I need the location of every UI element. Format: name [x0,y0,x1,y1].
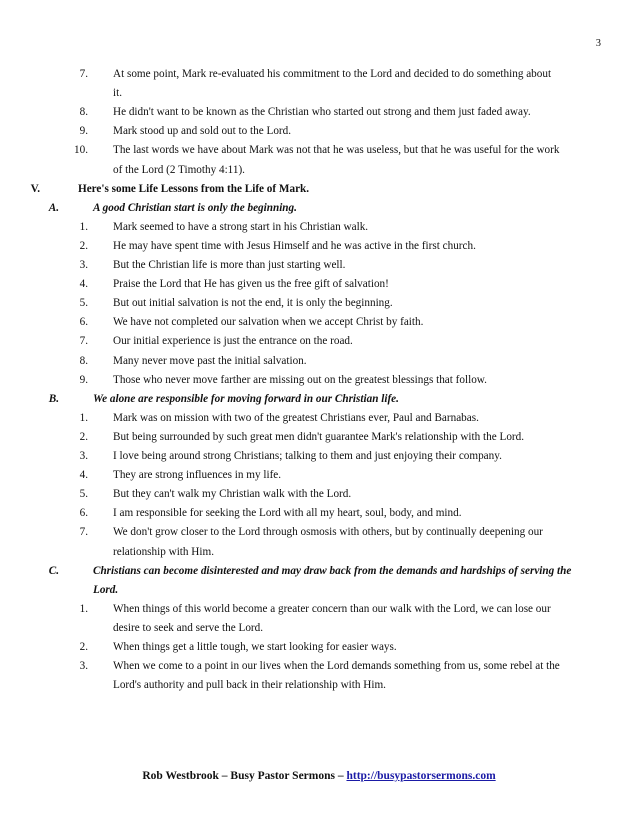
item-text: We alone are responsible for moving forward in our Christian life. [93,392,399,405]
item-text: But out initial salvation is not the end, it is only the beginning. [113,297,393,310]
item-number: 2. [79,641,88,653]
item-number: 1. [79,602,88,615]
item-text: At some point, Mark re-evaluated his commitment to the Lord and decided to do something about [113,68,552,80]
item-text: Here's some Life Lessons from the Life of Mark. [78,182,310,195]
item-text: When we come to a point in our lives when the Lord demands something from us, some rebel at the [113,660,560,673]
item-text: When things get a little tough, we start looking for easier ways. [113,641,397,653]
item-number: 2. [79,239,88,252]
item-text: We don't grow closer to the Lord through osmosis with others, but by continually deepening our [113,526,543,539]
item-text: But being surrounded by such great men didn't guarantee Mark's relationship with the Lord. [113,430,525,443]
item-number: 1. [79,411,88,424]
footer [0,770,638,782]
item-text: Praise the Lord that He has given us the free gift of salvation! [113,278,389,291]
item-number: A. [48,201,59,214]
item-text: I love being around strong Christians; talking to them and just enjoying their company. [113,450,502,462]
item-text: He didn't want to be known as the Christian who started out strong and them just faded away. [113,106,531,119]
footer-credit: Rob Westbrook – Busy Pastor Sermons – [142,770,347,782]
page-number: 3 [595,38,601,49]
item-text: But they can't walk my Christian walk with the Lord. [113,488,352,501]
item-number: 10. [74,144,88,157]
item-text: Our initial experience is just the entrance on the road. [113,335,353,348]
item-text: desire to seek and serve the Lord. [113,621,264,634]
item-number: 4. [79,278,88,291]
item-number: 1. [79,220,88,233]
item-text: The last words we have about Mark was not that he was useless, but that he was useful for the work [113,144,560,157]
item-text: They are strong influences in my life. [113,469,282,482]
item-text: relationship with Him. [113,545,214,558]
item-text: When things of this world become a greater concern than our walk with the Lord, we can lose our [113,602,551,615]
item-number: 4. [79,469,88,482]
item-number: 7. [79,68,88,80]
item-text: it. [113,87,123,100]
item-number: 3. [79,259,88,271]
item-number: 8. [79,354,88,367]
item-number: 7. [79,526,88,539]
item-number: 6. [79,507,88,520]
item-number: 3. [79,450,88,462]
item-number: 3. [79,660,88,673]
item-text: Mark seemed to have a strong start in his Christian walk. [113,220,369,233]
item-number: 9. [79,373,88,386]
item-text: I am responsible for seeking the Lord with all my heart, soul, body, and mind. [113,507,462,520]
item-number: 8. [79,106,88,119]
item-number: 2. [79,430,88,443]
item-text: We have not completed our salvation when we accept Christ by faith. [113,316,424,329]
item-text: Many never move past the initial salvation. [113,354,307,367]
item-text: Lord's authority and pull back in their relationship with Him. [113,679,386,692]
item-number: B. [48,392,59,405]
item-text: Mark was on mission with two of the greatest Christians ever, Paul and Barnabas. [113,411,479,424]
item-text: But the Christian life is more than just starting well. [113,259,346,271]
item-number: 5. [79,297,88,310]
item-number: C. [48,564,59,577]
item-number: 6. [79,316,88,329]
item-text: Lord. [93,583,119,596]
item-text: of the Lord (2 Timothy 4:11). [113,163,245,176]
item-number: V. [30,182,40,195]
item-text: Mark stood up and sold out to the Lord. [113,125,292,138]
item-text: Those who never move farther are missing out on the greatest blessings that follow. [113,373,487,386]
item-text: A good Christian start is only the beginning. [93,201,297,214]
item-number: 5. [79,488,88,501]
item-text: He may have spent time with Jesus Himself and he was active in the first church. [113,239,476,252]
footer-link[interactable]: http://busypastorsermons.com [346,770,496,782]
item-text: Christians can become disinterested and may draw back from the demands and hardships of serving the [93,564,572,577]
item-number: 9. [79,125,88,138]
item-number: 7. [79,335,88,348]
